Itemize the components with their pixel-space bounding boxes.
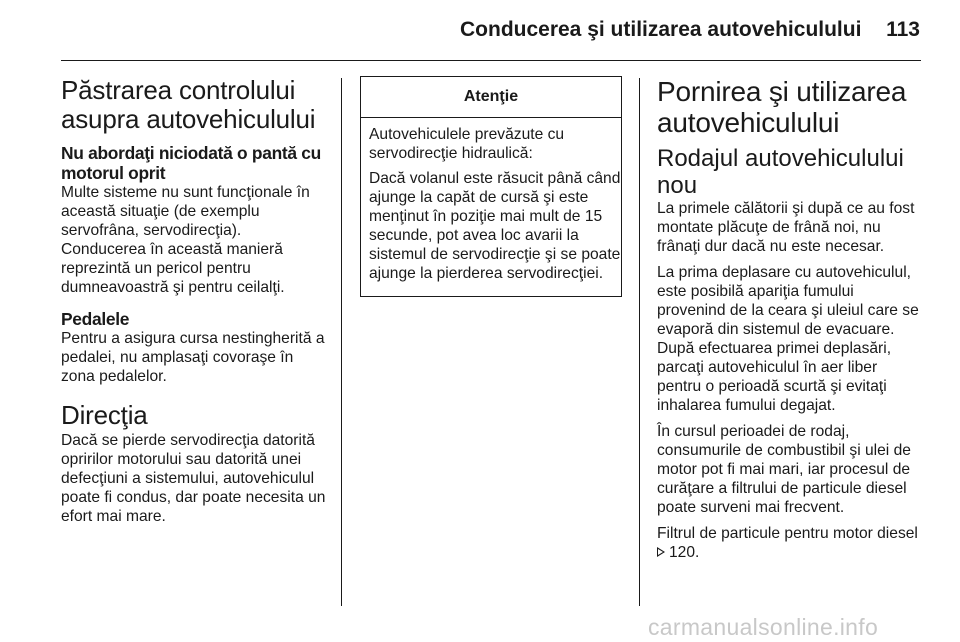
heading-running-in: Rodajul autovehiculului nou xyxy=(657,145,904,199)
text-particle-filter: Filtrul de particule pentru motor diesel xyxy=(657,525,918,542)
page-ref-arrow-icon xyxy=(657,547,665,557)
text-pedals: Pentru a asigura cursa nestingherită a pedalei, nu amplasaţi covoraşe în zona pedalelor. xyxy=(61,330,325,385)
warning-paragraph-1: Autovehiculele prevăzute cu servodirecţie hidraulică: xyxy=(369,126,565,162)
section-title-starting: Pornirea şi utilizarea autovehiculului xyxy=(657,76,907,138)
running-header-title: Conducerea şi utilizarea autovehiculului xyxy=(460,18,862,41)
heading-pedals: Pedalele xyxy=(61,309,130,329)
watermark: carmanualsonline.info xyxy=(648,614,879,640)
warning-box xyxy=(360,76,622,297)
column-right xyxy=(657,76,923,562)
text-no-engine-off: Multe sisteme nu sunt funcţionale în această situaţie (de exemplu servofrâna, servodirecţia). Conducerea în această manieră reprezintă un pericol pentru dumneavoastră şi pentru ceilalţi. xyxy=(61,184,310,296)
text-running-in-1: La primele călătorii şi după ce au fost montate plăcuţe de frână noi, nu frânaţi dur dacă nu este necesar. xyxy=(657,200,915,255)
heading-no-engine-off: Nu abordaţi niciodată o pantă cu motorul oprit xyxy=(61,143,321,183)
header-rule xyxy=(61,60,921,61)
text-running-in-3: În cursul perioadei de rodaj, consumurile de combustibil şi ulei de motor pot fi mai mari, iar procesul de curăţare a filtrului de particule diesel poate surveni mai frecvent. xyxy=(657,423,911,516)
page-ref-link[interactable]: 120. xyxy=(669,544,700,561)
column-divider-2 xyxy=(639,78,640,606)
column-left xyxy=(61,76,327,526)
column-divider-1 xyxy=(341,78,342,606)
page-number: 113 xyxy=(886,18,920,41)
section-title-control: Păstrarea controlului asupra autovehiculului xyxy=(61,75,316,134)
warning-title: Atenţie xyxy=(361,77,621,118)
text-running-in-2: La prima deplasare cu autovehiculul, este posibilă apariţia fumului provenind de la ceara şi uleiul care se evaporă din sistemul de evacuare. După efectuarea primei deplasări, parcaţi autovehiculul în aer liber pentru o perioadă scurtă şi evitaţi inhalarea fumului degajat. xyxy=(657,264,919,414)
heading-steering: Direcţia xyxy=(61,400,148,430)
text-steering: Dacă se pierde servodirecţia datorită opririlor motorului sau datorită unei defecţiuni a sistemului, autovehiculul poate fi condus, dar poate necesita un efort mai mare. xyxy=(61,432,326,525)
warning-paragraph-2: Dacă volanul este răsucit până când ajunge la capăt de cursă şi este menţinut în poziţie mai mult de 15 secunde, pot avea loc avarii la sistemul de servodirecţie şi se poate ajunge la pierderea servodirecţiei. xyxy=(369,170,621,282)
